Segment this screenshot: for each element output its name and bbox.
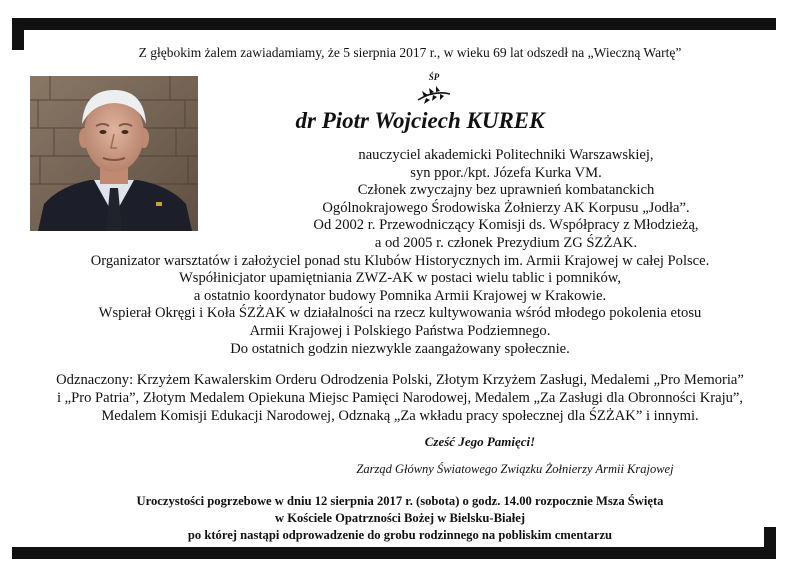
honours-line: Odznaczony: Krzyżem Kawalerskim Orderu Odrodzenia Polski, Złotym Krzyżem Zasługi, Medalemi „Pro Memoria” bbox=[56, 372, 744, 388]
frame-bottom-bar bbox=[12, 547, 776, 559]
funeral-details bbox=[60, 493, 740, 544]
funeral-line: po której nastąpi odprowadzenie do grobu rodzinnego na pobliskim cmentarzu bbox=[187, 528, 613, 542]
bio-line: syn ppor./kpt. Józefa Kurka VM. bbox=[410, 164, 602, 181]
honours-line: i „Pro Patria”, Złotym Medalem Opiekuna Miejsc Pamięci Narodowej, Medalem „Za Zasługi dla Obronności Kraju”, bbox=[56, 390, 744, 406]
bio-line: Członek zwyczajny bez uprawnień kombatanckich bbox=[357, 182, 655, 199]
bio-line: Wspierał Okręgi i Koła ŚZŻAK w działalności na rzecz kultywowania wśród młodego pokolenia etosu bbox=[98, 305, 702, 322]
bio-line: Armii Krajowej i Polskiego Państwa Podziemnego. bbox=[249, 322, 551, 339]
sp-emblem bbox=[414, 72, 454, 106]
biography bbox=[0, 147, 800, 358]
bio-line: a ostatnio koordynator budowy Pomnika Armii Krajowej w Krakowie. bbox=[193, 287, 607, 304]
bio-line: nauczyciel akademicki Politechniki Warszawskiej, bbox=[358, 147, 654, 163]
bio-line: Współinicjator upamiętniania ZWZ-AK w postaci wielu tablic i pomników, bbox=[178, 270, 622, 287]
honours-paragraph bbox=[0, 371, 800, 425]
funeral-line: w Kościele Opatrzności Bożej w Bielsku-Białej bbox=[274, 511, 526, 525]
announcement-intro: Z głębokim żalem zawiadamiamy, że 5 sierpnia 2017 r., w wieku 69 lat odszedł na „Wieczną Wartę” bbox=[138, 45, 682, 60]
signature-line: Zarząd Główny Światowego Związku Żołnierzy Armii Krajowej bbox=[356, 462, 674, 476]
bio-line: Organizator warsztatów i założyciel ponad stu Klubów Historycznych im. Armii Krajowej w całej Polsce. bbox=[90, 252, 710, 269]
deceased-name: dr Piotr Wojciech KUREK bbox=[295, 108, 545, 133]
bio-line: a od 2005 r. członek Prezydium ZG ŚZŻAK. bbox=[374, 234, 638, 251]
frame-top-bar bbox=[12, 18, 776, 30]
tribute-line: Cześć Jego Pamięci! bbox=[424, 434, 536, 449]
funeral-line: Uroczystości pogrzebowe w dniu 12 sierpnia 2017 r. (sobota) o godz. 14.00 rozpocznie Msza Święta bbox=[136, 494, 664, 508]
honours-line: Medalem Komisji Edukacji Narodowej, Odznaką „Za wkładu pracy społecznej dla ŚZŻAK” i innymi. bbox=[101, 408, 699, 424]
frame-right-bar bbox=[764, 527, 776, 559]
laurel-branch-icon bbox=[414, 80, 454, 106]
bio-line: Ogólnokrajowego Środowiska Żołnierzy AK Korpusu „Jodła”. bbox=[322, 199, 690, 216]
bio-line: Od 2002 r. Przewodniczący Komisji ds. Współpracy z Młodzieżą, bbox=[313, 217, 699, 234]
bio-line: Do ostatnich godzin niezwykle zaangażowany społecznie. bbox=[230, 340, 570, 357]
frame-left-bar bbox=[12, 18, 24, 50]
emblem-letters: ŚP bbox=[428, 72, 440, 82]
